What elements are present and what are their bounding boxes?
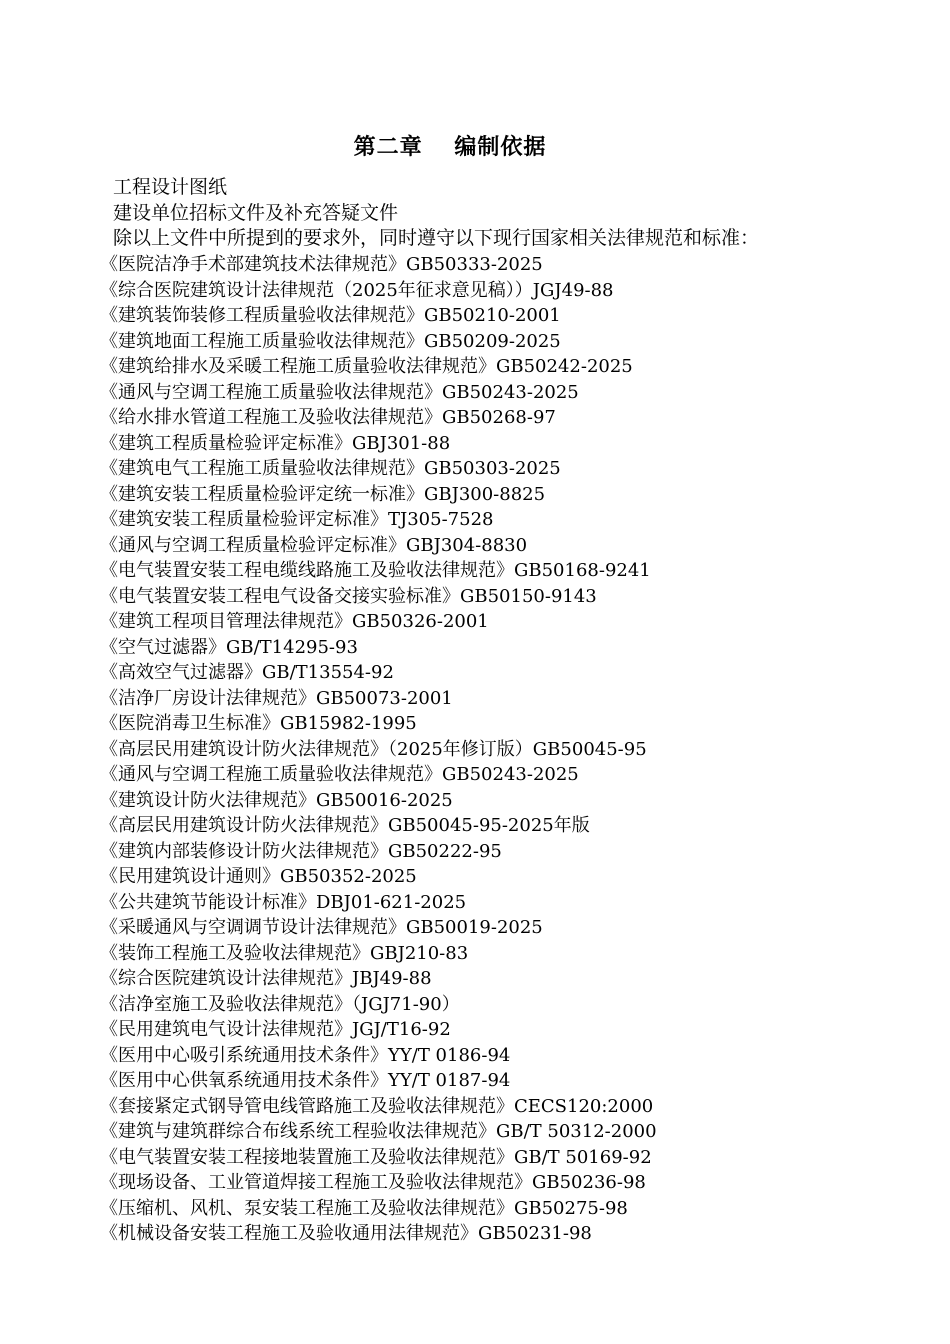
reference-item: 《装饰工程施工及验收法律规范》GBJ210-83	[100, 942, 469, 964]
reference-item: 《民用建筑设计通则》GB50352-2025	[100, 866, 417, 887]
reference-item: 《公共建筑节能设计标准》DBJ01-621-2025	[100, 891, 467, 913]
reference-item: 《电气装置安装工程电缆线路施工及验收法律规范》GB50168-9241	[100, 560, 651, 581]
reference-item: 《建筑工程质量检验评定标准》GBJ301-88	[100, 432, 451, 454]
intro-list	[113, 175, 759, 252]
reference-item: 《高层民用建筑设计防火法律规范》（2025年修订版）GB50045-95	[100, 738, 647, 760]
reference-item: 《建筑安装工程质量检验评定统一标准》GBJ300-8825	[100, 483, 546, 505]
reference-item: 《建筑内部装修设计防火法律规范》GB50222-95	[100, 840, 502, 862]
reference-item: 《套接紧定式钢导管电线管路施工及验收法律规范》CECS120:2000	[100, 1095, 654, 1117]
reference-item: 《民用建筑电气设计法律规范》JGJ/T16-92	[100, 1019, 451, 1040]
reference-item: 《医用中心供氧系统通用技术条件》YY/T 0187-94	[100, 1070, 511, 1091]
reference-item: 《医院洁净手术部建筑技术法律规范》GB50333-2025	[100, 254, 543, 275]
reference-list	[100, 252, 657, 1247]
reference-item: 《洁净厂房设计法律规范》GB50073-2001	[100, 687, 453, 709]
reference-item: 《采暖通风与空调调节设计法律规范》GB50019-2025	[100, 917, 543, 938]
intro-line: 建设单位招标文件及补充答疑文件	[113, 201, 399, 224]
reference-item: 《建筑与建筑群综合布线系统工程验收法律规范》GB/T 50312-2000	[100, 1121, 657, 1142]
reference-item: 《高效空气过滤器》GB/T13554-92	[100, 662, 394, 683]
reference-item: 《机械设备安装工程施工及验收通用法律规范》GB50231-98	[100, 1223, 592, 1244]
reference-item: 《洁净室施工及验收法律规范》（JGJ71-90）	[100, 993, 460, 1015]
reference-item: 《建筑给排水及采暖工程施工质量验收法律规范》GB50242-2025	[100, 356, 633, 377]
reference-item: 《电气装置安装工程接地装置施工及验收法律规范》GB/T 50169-92	[100, 1146, 652, 1168]
reference-item: 《通风与空调工程质量检验评定标准》GBJ304-8830	[100, 534, 528, 556]
intro-line: 工程设计图纸	[113, 176, 228, 198]
reference-item: 《建筑工程项目管理法律规范》GB50326-2001	[100, 611, 489, 632]
reference-item: 《电气装置安装工程电气设备交接实验标准》GB50150-9143	[100, 585, 597, 607]
reference-item: 《高层民用建筑设计防火法律规范》GB50045-95-2025年版	[100, 815, 590, 836]
reference-item: 《建筑装饰装修工程质量验收法律规范》GB50210-2001	[100, 305, 561, 326]
reference-item: 《综合医院建筑设计法律规范（2025年征求意见稿））JGJ49-88	[100, 279, 614, 301]
intro-line: 除以上文件中所提到的要求外，同时遵守以下现行国家相关法律规范和标准：	[113, 227, 760, 250]
reference-item: 《压缩机、风机、泵安装工程施工及验收法律规范》GB50275-98	[100, 1197, 628, 1219]
reference-item: 《通风与空调工程施工质量验收法律规范》GB50243-2025	[100, 381, 579, 403]
reference-item: 《建筑安装工程质量检验评定标准》TJ305-7528	[100, 509, 494, 530]
reference-item: 《医院消毒卫生标准》GB15982-1995	[100, 713, 417, 734]
reference-item: 《通风与空调工程施工质量验收法律规范》GB50243-2025	[100, 764, 579, 785]
reference-item: 《医用中心吸引系统通用技术条件》YY/T 0186-94	[100, 1044, 511, 1066]
reference-item: 《建筑设计防火法律规范》GB50016-2025	[100, 789, 453, 811]
reference-item: 《建筑地面工程施工质量验收法律规范》GB50209-2025	[100, 330, 561, 352]
reference-item: 《给水排水管道工程施工及验收法律规范》GB50268-97	[100, 407, 556, 428]
reference-item: 《空气过滤器》GB/T14295-93	[100, 636, 358, 658]
chapter-title: 第二章 编制依据	[353, 134, 547, 160]
reference-item: 《现场设备、工业管道焊接工程施工及验收法律规范》GB50236-98	[100, 1172, 646, 1193]
reference-item: 《综合医院建筑设计法律规范》JBJ49-88	[100, 968, 432, 989]
reference-item: 《建筑电气工程施工质量验收法律规范》GB50303-2025	[100, 458, 561, 479]
